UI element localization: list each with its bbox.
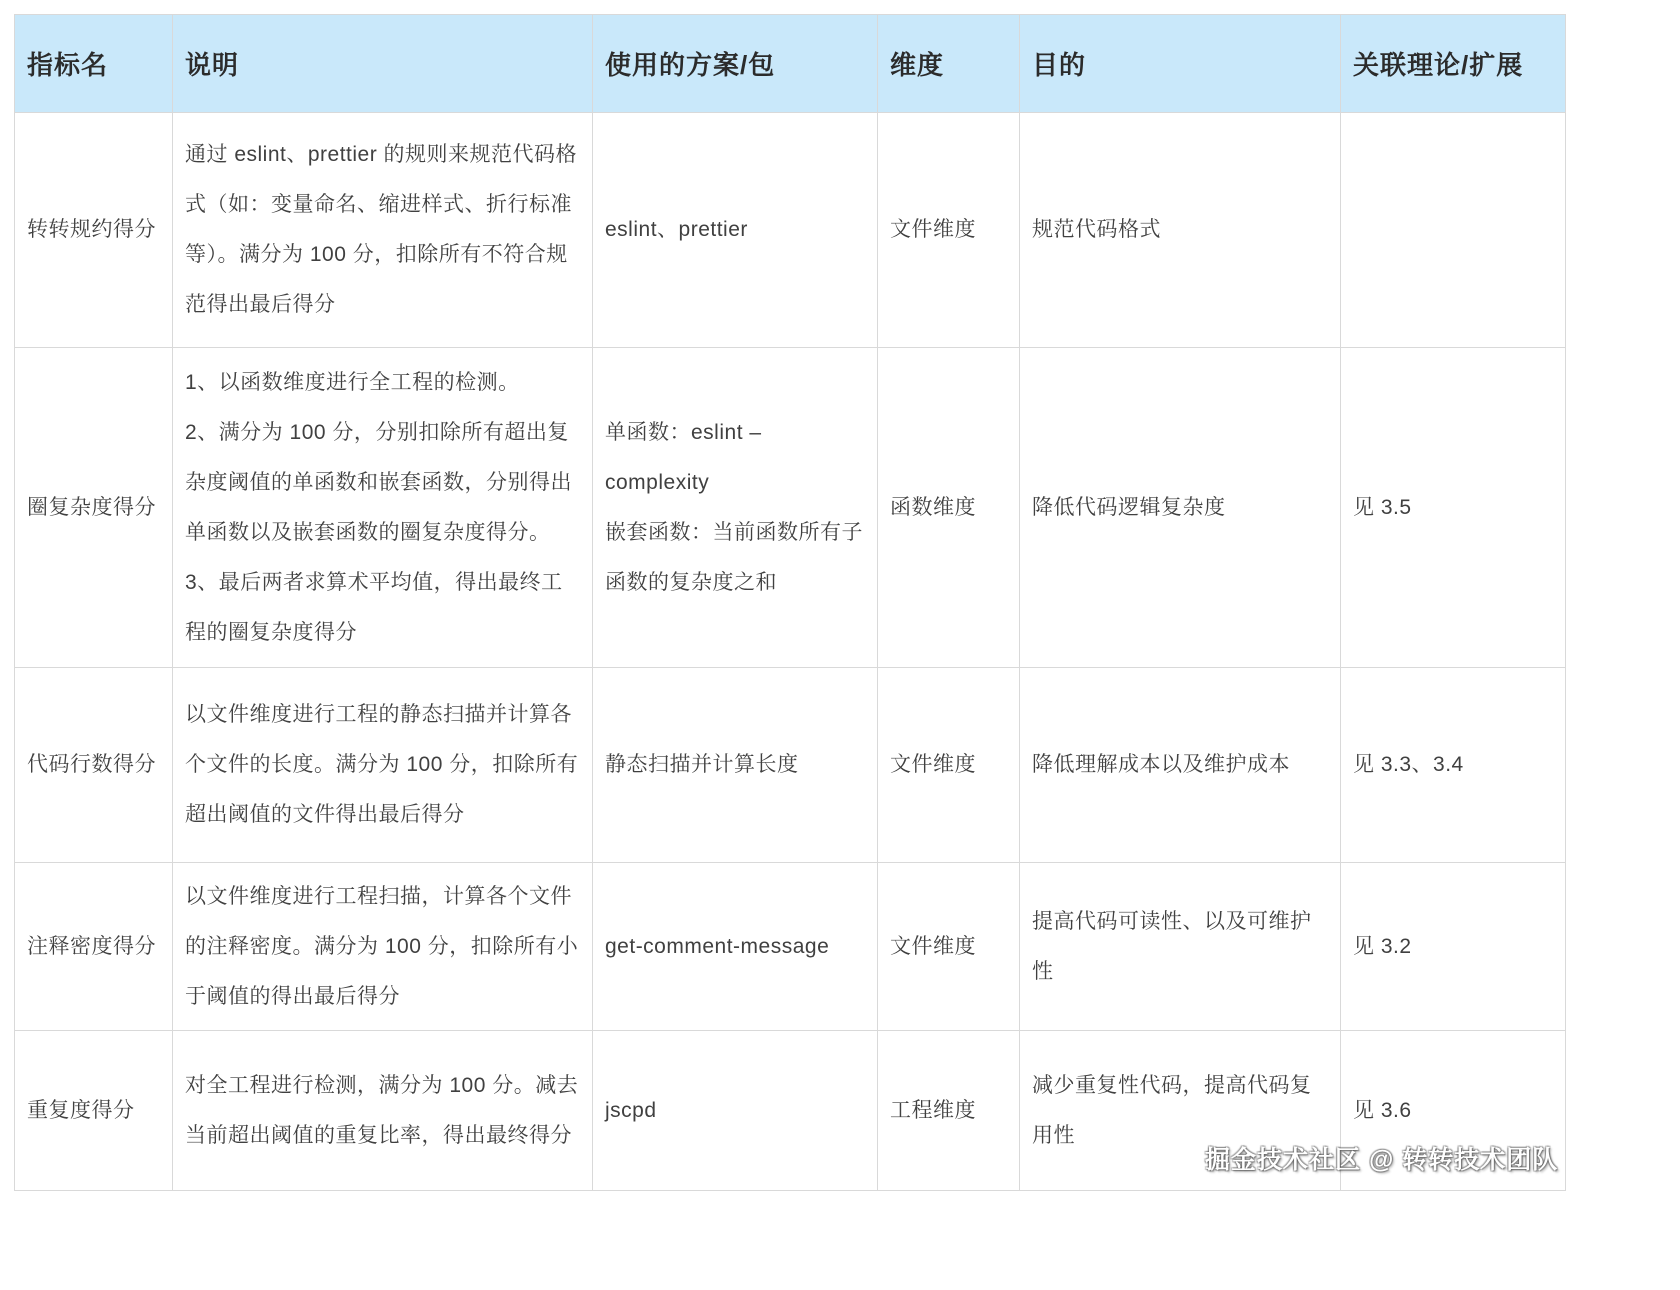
cell-description bbox=[173, 668, 593, 863]
description-text: 通过 eslint、prettier 的规则来规范代码格式（如：变量命名、缩进样式、折行标准等）。满分为 100 分，扣除所有不符合规范得出最后得分 bbox=[185, 143, 578, 316]
cell-purpose bbox=[1020, 863, 1341, 1031]
column-header-description: 说明 bbox=[173, 15, 593, 113]
cell-purpose bbox=[1020, 348, 1341, 668]
theory-text: 见 3.5 bbox=[1353, 495, 1412, 519]
cell-indicator bbox=[15, 1031, 173, 1191]
cell-solution bbox=[593, 348, 878, 668]
column-header-indicator: 指标名 bbox=[15, 15, 173, 113]
table-row bbox=[15, 348, 1566, 668]
dimension-text: 工程维度 bbox=[890, 1098, 976, 1122]
description-text: 2、满分为 100 分，分别扣除所有超出复杂度阈值的单函数和嵌套函数，分别得出单函数以及嵌套函数的圈复杂度得分。 bbox=[185, 420, 572, 544]
cell-description bbox=[173, 863, 593, 1031]
solution-text: eslint、prettier bbox=[605, 218, 748, 241]
indicator-text: 代码行数得分 bbox=[27, 753, 156, 776]
indicator-text: 圈复杂度得分 bbox=[27, 495, 156, 519]
cell-solution bbox=[593, 1031, 878, 1191]
indicator-text: 重复度得分 bbox=[27, 1098, 135, 1122]
theory-text: 见 3.6 bbox=[1353, 1098, 1412, 1122]
description-text: 对全工程进行检测，满分为 100 分。减去当前超出阈值的重复比率，得出最终得分 bbox=[185, 1073, 579, 1147]
description-text: 1、以函数维度进行全工程的检测。 bbox=[185, 370, 520, 394]
table-header-row bbox=[15, 15, 1566, 113]
cell-dimension bbox=[878, 863, 1020, 1031]
cell-theory bbox=[1341, 863, 1566, 1031]
indicator-text: 转转规约得分 bbox=[27, 218, 156, 241]
quality-metrics-table bbox=[14, 14, 1566, 1191]
cell-theory bbox=[1341, 348, 1566, 668]
cell-purpose bbox=[1020, 668, 1341, 863]
dimension-text: 文件维度 bbox=[890, 934, 976, 958]
cell-indicator bbox=[15, 113, 173, 348]
description-text: 3、最后两者求算术平均值，得出最终工程的圈复杂度得分 bbox=[185, 570, 563, 644]
cell-dimension bbox=[878, 113, 1020, 348]
solution-text: get-comment-message bbox=[605, 934, 830, 958]
cell-indicator bbox=[15, 863, 173, 1031]
column-header-solution: 使用的方案/包 bbox=[593, 15, 878, 113]
purpose-text: 提高代码可读性、以及可维护性 bbox=[1032, 909, 1312, 983]
theory-text: 见 3.2 bbox=[1353, 934, 1412, 958]
cell-dimension bbox=[878, 1031, 1020, 1191]
table-row bbox=[15, 113, 1566, 348]
cell-solution bbox=[593, 668, 878, 863]
column-header-purpose: 目的 bbox=[1020, 15, 1341, 113]
purpose-text: 降低代码逻辑复杂度 bbox=[1032, 495, 1226, 519]
watermark: 掘金技术社区 @ 转转技术团队 bbox=[1205, 1146, 1559, 1174]
table-row bbox=[15, 863, 1566, 1031]
dimension-text: 文件维度 bbox=[890, 753, 976, 776]
cell-theory bbox=[1341, 668, 1566, 863]
cell-description bbox=[173, 1031, 593, 1191]
purpose-text: 降低理解成本以及维护成本 bbox=[1032, 753, 1290, 776]
cell-description bbox=[173, 348, 593, 668]
indicator-text: 注释密度得分 bbox=[27, 934, 156, 958]
purpose-text: 减少重复性代码，提高代码复用性 bbox=[1032, 1073, 1312, 1147]
dimension-text: 文件维度 bbox=[890, 218, 976, 241]
solution-text: 静态扫描并计算长度 bbox=[605, 753, 799, 776]
solution-text: jscpd bbox=[605, 1098, 657, 1122]
solution-text: 单函数：eslint – complexity bbox=[605, 420, 762, 494]
table-row bbox=[15, 668, 1566, 863]
cell-dimension bbox=[878, 668, 1020, 863]
cell-solution bbox=[593, 113, 878, 348]
cell-indicator bbox=[15, 348, 173, 668]
description-text: 以文件维度进行工程扫描，计算各个文件的注释密度。满分为 100 分，扣除所有小于阈值的得出最后得分 bbox=[185, 884, 579, 1008]
cell-theory bbox=[1341, 113, 1566, 348]
solution-text: 嵌套函数：当前函数所有子函数的复杂度之和 bbox=[605, 520, 863, 594]
cell-purpose bbox=[1020, 113, 1341, 348]
cell-solution bbox=[593, 863, 878, 1031]
description-text: 以文件维度进行工程的静态扫描并计算各个文件的长度。满分为 100 分，扣除所有超出阈值的文件得出最后得分 bbox=[185, 703, 579, 826]
cell-dimension bbox=[878, 348, 1020, 668]
purpose-text: 规范代码格式 bbox=[1032, 218, 1161, 241]
column-header-theory: 关联理论/扩展 bbox=[1341, 15, 1566, 113]
dimension-text: 函数维度 bbox=[890, 495, 976, 519]
cell-description bbox=[173, 113, 593, 348]
column-header-dimension: 维度 bbox=[878, 15, 1020, 113]
cell-indicator bbox=[15, 668, 173, 863]
theory-text: 见 3.3、3.4 bbox=[1353, 753, 1464, 776]
